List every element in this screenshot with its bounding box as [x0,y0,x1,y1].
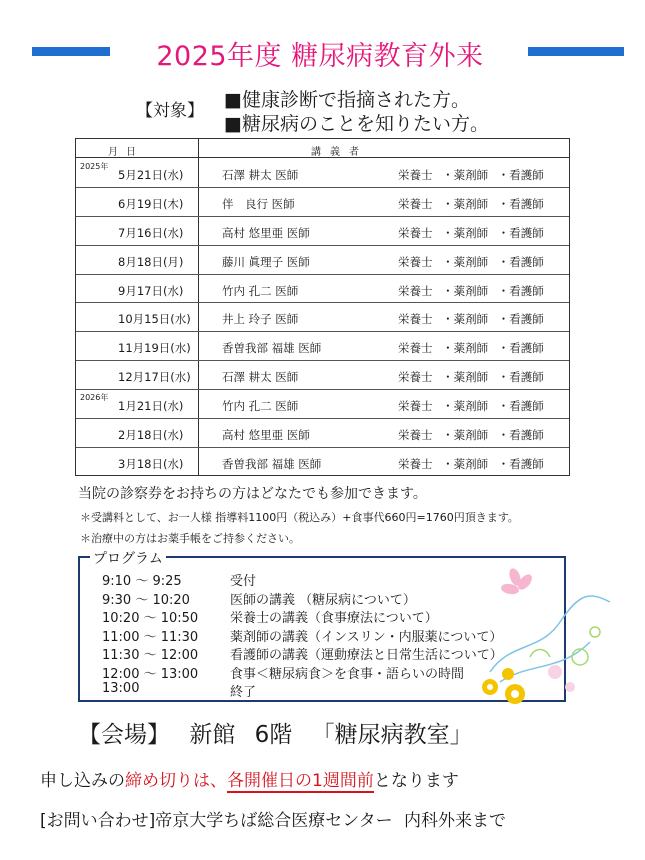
schedule-row [76,159,569,188]
schedule-row [76,390,569,419]
program-desc: 食事＜糖尿病食＞を食事・語らいの時間 [230,666,465,682]
schedule-date: 5月21日(水) [118,168,184,182]
application-deadline [40,766,459,791]
schedule-date: 9月17日(水) [118,283,184,298]
venue-building: 新館 6階 [189,722,293,748]
schedule-header [76,139,569,158]
schedule-date: 8月18日(月) [118,254,184,269]
program-time: 9:30 ～ 10:20 [102,592,190,608]
schedule-doctor: 高村 悠里亜 医師 [222,225,310,240]
contact-org: 帝京大学ちば総合医療センター [155,811,393,831]
schedule-staff: 栄養士 ・薬剤師 ・看護師 [398,399,544,414]
program-desc: 終了 [230,685,257,700]
page-title: 2025年度 糖尿病教育外来 [156,41,484,72]
schedule-row [76,303,569,332]
schedule-staff: 栄養士 ・薬剤師 ・看護師 [398,428,544,443]
program-time: 13:00 [102,681,140,696]
schedule-row [76,419,569,448]
schedule-staff: 栄養士 ・薬剤師 ・看護師 [398,312,544,327]
venue-label: 【会場】 [78,722,170,748]
schedule-doctor: 石澤 耕太 医師 [222,168,299,182]
schedule-year: 2025年 [80,162,109,171]
schedule-row [76,361,569,390]
program-time: 11:30 ～ 12:00 [102,648,199,663]
schedule-date: 6月19日(木) [118,196,184,211]
program-time: 10:20 ～ 10:50 [102,611,199,626]
medication-note: ＊治療中の方はお薬手帳をご持参ください。 [80,532,300,545]
venue [78,716,473,749]
title-bar-right [528,47,624,56]
program-desc: 薬剤師の講義（インスリン・内服薬について） [230,629,503,645]
participation-note: 当院の診察券をお持ちの方はどなたでも参加できます。 [78,486,427,502]
apply-deadline-emphasis: 締め切りは、 [125,771,227,791]
schedule-date: 2月18日(水) [118,428,184,443]
schedule-staff: 栄養士 ・薬剤師 ・看護師 [398,168,544,182]
schedule-row [76,217,569,246]
title-bar-left [32,47,110,56]
schedule-staff: 栄養士 ・薬剤師 ・看護師 [398,456,544,471]
schedule-row [76,246,569,275]
program-desc: 栄養士の講義（食事療法について） [230,611,438,626]
schedule-date: 11月19日(水) [118,341,191,356]
schedule-date: 3月18日(水) [118,456,184,471]
schedule-doctor: 竹内 孔二 医師 [222,399,299,414]
schedule-row [76,188,569,217]
schedule-staff: 栄養士 ・薬剤師 ・看護師 [398,196,544,211]
fee-note: ＊受講料として、お一人様 指導料1100円（税込み）+食事代660円=1760円頂きます。 [80,511,519,524]
schedule-doctor: 竹内 孔二 医師 [222,283,299,298]
schedule-date: 7月16日(水) [118,225,184,240]
program-desc: 看護師の講義（運動療法と日常生活について） [230,648,503,663]
target-item: ■健康診断で指摘された方。 [224,89,470,111]
venue-room: 「糖尿病教室」 [311,722,473,748]
schedule-date: 1月21日(水) [118,399,184,414]
schedule-row [76,275,569,304]
schedule-year: 2026年 [80,393,109,403]
target-item: ■糖尿病のことを知りたい方。 [224,113,489,135]
flower-decoration-icon [470,562,620,712]
schedule-date: 12月17日(水) [118,370,191,385]
apply-text: 申し込みの [40,771,125,791]
schedule-doctor: 香曽我部 福雄 医師 [222,341,322,356]
apply-text-end: となります [373,771,459,791]
schedule-doctor: 伴 良行 医師 [222,196,295,211]
schedule-doctor: 石澤 耕太 医師 [222,370,299,385]
schedule-staff: 栄養士 ・薬剤師 ・看護師 [398,341,544,356]
schedule-row [76,448,569,477]
program-desc: 受付 [230,574,257,589]
program-time: 11:00 ～ 11:30 [102,629,199,645]
schedule-staff: 栄養士 ・薬剤師 ・看護師 [398,254,544,269]
schedule-table [75,138,570,476]
header-date: 月日 [108,147,144,158]
program-time: 9:10 ～ 9:25 [102,574,182,589]
schedule-rows [76,159,569,477]
contact-dept: 内科外来まで [404,811,506,831]
contact-info [40,806,506,831]
schedule-doctor: 香曽我部 福雄 医師 [222,456,322,471]
schedule-date: 10月15日(水) [118,312,191,327]
target-label: 【対象】 [136,101,204,121]
schedule-row [76,332,569,361]
header-lecturer: 講義者 [311,147,368,158]
schedule-staff: 栄養士 ・薬剤師 ・看護師 [398,370,544,385]
schedule-doctor: 藤川 眞理子 医師 [222,254,310,269]
schedule-staff: 栄養士 ・薬剤師 ・看護師 [398,225,544,240]
schedule-doctor: 井上 玲子 医師 [222,312,299,327]
program-label: プログラム [90,548,166,568]
program-time: 12:00 ～ 13:00 [102,666,199,682]
program-desc: 医師の講義 （糖尿病について） [230,592,416,608]
apply-deadline-date: 各開催日の1週間前 [227,771,374,791]
target-list [224,88,489,136]
contact-label: [お問い合わせ] [40,811,156,831]
schedule-staff: 栄養士 ・薬剤師 ・看護師 [398,283,544,298]
schedule-doctor: 高村 悠里亜 医師 [222,428,310,443]
